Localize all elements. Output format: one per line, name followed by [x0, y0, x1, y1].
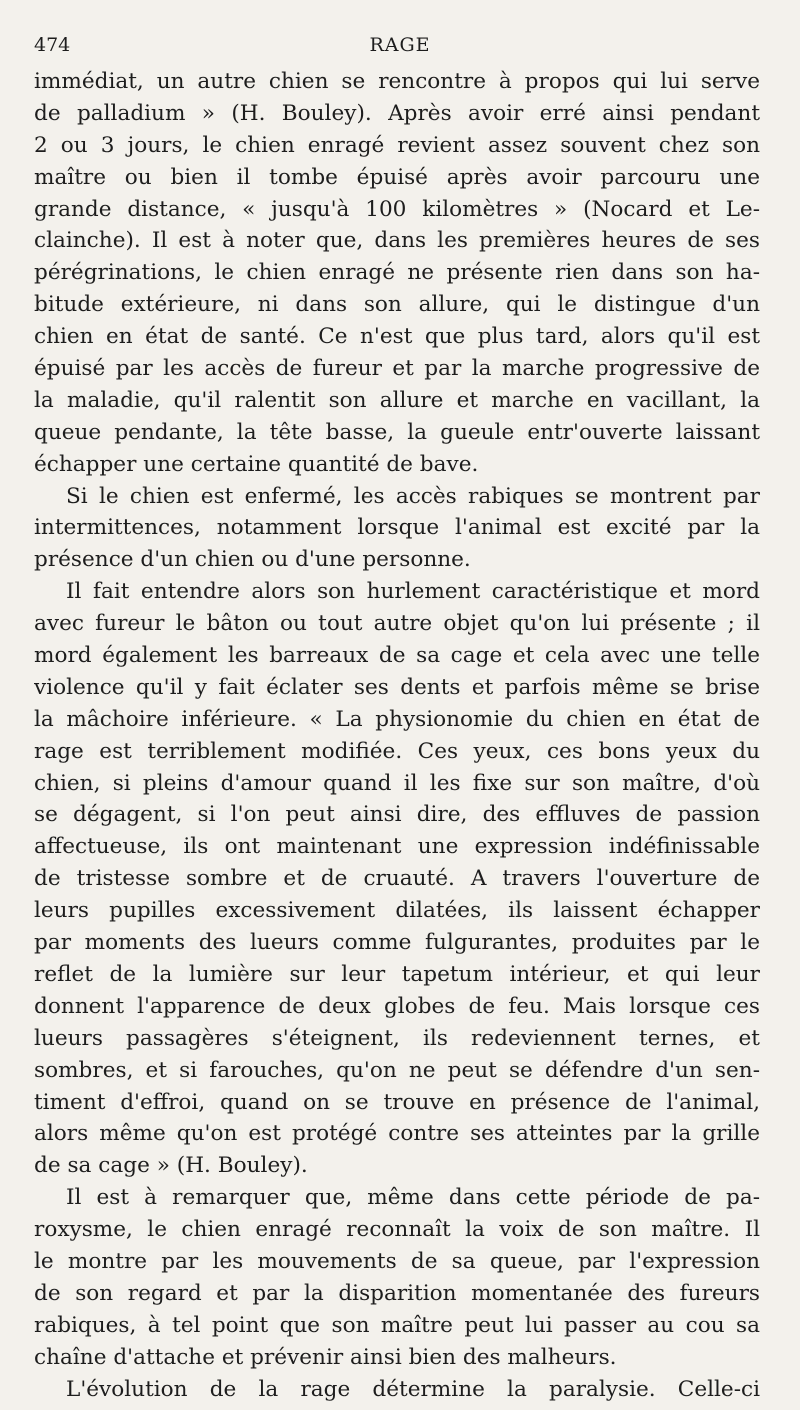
text-line: maître ou bien il tombe épuisé après avoir parcouru une: [34, 164, 760, 190]
text-line: 2 ou 3 jours, le chien enragé revient assez souvent chez son: [34, 132, 760, 158]
text-line: Il fait entendre alors son hurlement caractéristique et mord: [66, 579, 760, 605]
text-line: rage est terriblement modifiée. Ces yeux, ces bons yeux du: [34, 738, 760, 764]
text-line: Il est à remarquer que, même dans cette période de pa-: [66, 1185, 760, 1211]
text-line: roxysme, le chien enragé reconnaît la voix de son maître. Il: [34, 1217, 760, 1243]
text-line: mord également les barreaux de sa cage et cela avec une telle: [34, 643, 760, 669]
text-line: de sa cage » (H. Bouley).: [34, 1153, 308, 1179]
text-line: avec fureur le bâton ou tout autre objet qu'on lui présente ; il: [34, 611, 760, 637]
text-line: rabiques, à tel point que son maître peut lui passer au cou sa: [34, 1312, 760, 1338]
text-line: intermittences, notamment lorsque l'animal est excité par la: [34, 515, 760, 541]
text-line: grande distance, « jusqu'à 100 kilomètres » (Nocard et Le-: [34, 196, 760, 222]
text-line: lueurs passagères s'éteignent, ils redeviennent ternes, et: [34, 1025, 760, 1051]
text-line: par moments des lueurs comme fulgurantes, produites par le: [34, 930, 760, 956]
text-line: immédiat, un autre chien se rencontre à propos qui lui serve: [34, 69, 760, 94]
text-line: queue pendante, la tête basse, la gueule entr'ouverte laissant: [34, 419, 760, 445]
text-line: timent d'effroi, quand on se trouve en présence de l'animal,: [34, 1089, 760, 1115]
text-line: reflet de la lumière sur leur tapetum intérieur, et qui leur: [34, 961, 760, 987]
text-line: épuisé par les accès de fureur et par la marche progressive de: [34, 356, 760, 382]
running-head: RAGE: [369, 34, 431, 56]
text-line: pérégrinations, le chien enragé ne présente rien dans son ha-: [34, 260, 760, 286]
text-line: chien, si pleins d'amour quand il les fixe sur son maître, d'où: [34, 770, 760, 796]
page-header: [34, 30, 766, 64]
text-line: la maladie, qu'il ralentit son allure et marche en vacillant, la: [34, 387, 760, 413]
text-line: le montre par les mouvements de sa queue, par l'expression: [34, 1248, 760, 1274]
body-text: [34, 66, 760, 1405]
text-line: présence d'un chien ou d'une personne.: [34, 547, 471, 573]
text-line: alors même qu'on est protégé contre ses atteintes par la grille: [34, 1121, 760, 1147]
text-line: L'évolution de la rage détermine la paralysie. Celle-ci: [66, 1376, 760, 1402]
text-line: échapper une certaine quantité de bave.: [34, 451, 479, 477]
text-line: clainche). Il est à noter que, dans les premières heures de ses: [34, 228, 760, 254]
text-line: Si le chien est enfermé, les accès rabiques se montrent par: [66, 483, 760, 509]
text-line: violence qu'il y fait éclater ses dents et parfois même se brise: [34, 674, 760, 700]
text-line: la mâchoire inférieure. « La physionomie du chien en état de: [34, 706, 760, 732]
text-line: leurs pupilles excessivement dilatées, ils laissent échapper: [34, 898, 760, 924]
text-line: de tristesse sombre et de cruauté. A travers l'ouverture de: [34, 866, 760, 892]
text-line: de palladium » (H. Bouley). Après avoir erré ainsi pendant: [34, 100, 760, 126]
text-line: bitude extérieure, ni dans son allure, qui le distingue d'un: [34, 292, 760, 318]
text-line: chaîne d'attache et prévenir ainsi bien des malheurs.: [34, 1344, 617, 1370]
text-line: donnent l'apparence de deux globes de feu. Mais lorsque ces: [34, 993, 760, 1019]
page-number: 474: [34, 34, 71, 56]
text-line: se dégagent, si l'on peut ainsi dire, des effluves de passion: [34, 802, 760, 828]
text-line: affectueuse, ils ont maintenant une expression indéfinissable: [34, 834, 760, 860]
text-line: chien en état de santé. Ce n'est que plus tard, alors qu'il est: [34, 324, 760, 350]
text-line: de son regard et par la disparition momentanée des fureurs: [34, 1280, 760, 1306]
text-line: sombres, et si farouches, qu'on ne peut se défendre d'un sen-: [34, 1057, 760, 1083]
